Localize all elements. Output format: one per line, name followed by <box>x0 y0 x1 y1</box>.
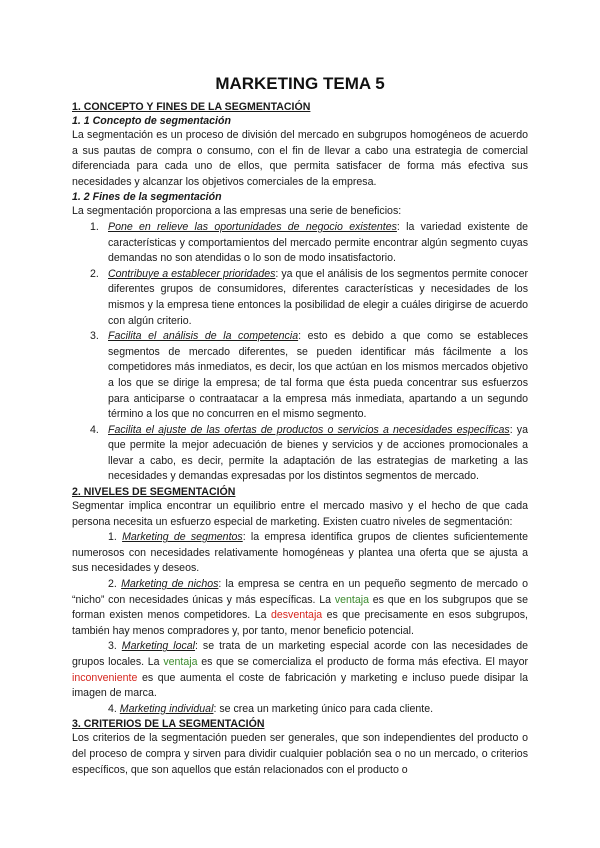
benefit-text: : esto es debido a que como se estableces segmentos de mercado diferentes, se pueden identificar más fácilmente a los competidores más inmediatos, es decir, los que actúan en los mismos mercados objetivo a los que se dirige la empresa; de tal forma que ésta pueda concentrar sus esfuerzos para anticiparse o contraatacar a la empresa más inmediata, apartando a un segundo término a los que no concurren en el mismo segmento. <box>108 330 528 421</box>
disadvantage-word: desventaja <box>270 609 323 622</box>
level-term: Marketing de nichos <box>121 578 219 591</box>
level-text: : la empresa identifica grupos de clientes suficientemente numerosos con necesidades relativamente homogéneas y plantea una oferta que se ajusta a sus necesidades y deseos. <box>72 531 528 575</box>
level-number: 1. <box>108 531 117 544</box>
section-2-heading: 2. NIVELES DE SEGMENTACIÓN <box>72 486 236 499</box>
level-number: 2. <box>108 578 117 591</box>
list-number: 2. <box>90 267 99 280</box>
list-number: 3. <box>90 330 99 343</box>
level-term: Marketing local <box>121 640 196 653</box>
level-text: : se crea un marketing único para cada cliente. <box>213 702 434 715</box>
advantage-word: ventaja <box>334 593 370 606</box>
list-item <box>72 267 528 329</box>
section-1-heading: 1. CONCEPTO Y FINES DE LA SEGMENTACIÓN <box>72 101 311 113</box>
level-number: 3. <box>108 640 117 653</box>
subsection-1-1-heading: 1. 1 Concepto de segmentación <box>72 115 231 127</box>
list-item <box>72 423 528 485</box>
list-number: 4. <box>90 423 99 436</box>
level-text: es que en los subgrupos que se forman existen menos competidores. La <box>72 593 528 622</box>
benefit-term: Contribuye a establecer prioridades <box>108 267 276 280</box>
level-text: es que precisamente en esos subgrupos, también hay menos compradores y, por tanto, menor beneficio potencial. <box>72 609 528 637</box>
benefits-intro: La segmentación proporciona a las empresas una serie de beneficios: <box>72 205 402 218</box>
benefit-text: : la variedad existente de características y comportamientos del mercado permite encontrar algún segmento cuyas demandas no son atendidas o lo son de modo insatisfactorio. <box>108 220 528 265</box>
level-text: : se trata de un marketing especial acorde con las necesidades de grupos locales. La <box>72 640 528 668</box>
document-page <box>72 74 528 778</box>
level-term: Marketing de segmentos <box>122 531 243 544</box>
document-title: MARKETING TEMA 5 <box>215 74 385 93</box>
level-text: : la empresa se centra en un pequeño segmento de mercado o “nicho” con necesidades únicas y más específicas. La <box>72 578 528 606</box>
benefits-list <box>72 220 528 485</box>
benefit-text: : ya que el análisis de los segmentos permite conocer diferentes grupos de consumidores, diferentes características y necesidades de los mismos y la empresa tiene entonces la posibilidad de elegir a cuáles dirigirse de acuerdo con algún criterio. <box>108 267 528 327</box>
level-number: 4. <box>108 702 117 715</box>
levels-intro: Segmentar implica encontrar un equilibrio entre el mercado masivo y el hecho de que cada persona necesita un esfuerzo especial de marketing. Existen cuatro niveles de segmentación: <box>72 500 528 528</box>
benefit-term: Facilita el ajuste de las ofertas de productos o servicios a necesidades específicas <box>108 423 510 436</box>
list-number: 1. <box>90 220 99 233</box>
criteria-paragraph: Los criterios de la segmentación pueden ser generales, que son independientes del producto o del proceso de compra y sirven para dividir cualquier población sea o no un mercado, o criterios específicos, que son aquellos que están relacionados con el producto o <box>72 732 528 776</box>
concept-paragraph: La segmentación es un proceso de división del mercado en subgrupos homogéneos de acuerdo a sus pautas de compra o consumo, con el fin de llevar a cabo una estrategia de comercial diferenciada para cada uno de ellos, que permita satisfacer de forma más efectiva sus necesidades y alcanzar los objetivos comerciales de la empresa. <box>72 129 528 188</box>
level-3-paragraph <box>72 639 528 701</box>
list-item <box>72 329 528 423</box>
level-text: es que se comercializa el producto de forma más efectiva. El mayor <box>197 656 528 668</box>
level-term: Marketing individual <box>119 702 214 715</box>
list-item <box>72 220 528 267</box>
benefit-term: Pone en relieve las oportunidades de negocio existentes <box>108 220 397 233</box>
section-3-heading: 3. CRITERIOS DE LA SEGMENTACIÓN <box>72 718 265 731</box>
benefit-term: Facilita el análisis de la competencia <box>108 330 299 343</box>
level-4-paragraph <box>72 702 528 718</box>
level-2-paragraph <box>72 577 528 639</box>
benefit-text: : ya que permite la mejor adecuación de bienes y servicios y de acciones promocionales a llevar a cabo, es decir, permite la adaptación de las estrategias de marketing a las necesidades y demandas expresadas por los distintos segmentos de mercado. <box>108 423 528 483</box>
subsection-1-2-heading: 1. 2 Fines de la segmentación <box>72 191 222 204</box>
level-text: es que aumenta el coste de fabricación y marketing e incluso puede disipar la imagen de marca. <box>72 671 528 700</box>
drawback-word: inconveniente <box>72 671 138 684</box>
advantage-word: ventaja <box>163 656 198 668</box>
level-1-paragraph <box>72 530 528 577</box>
